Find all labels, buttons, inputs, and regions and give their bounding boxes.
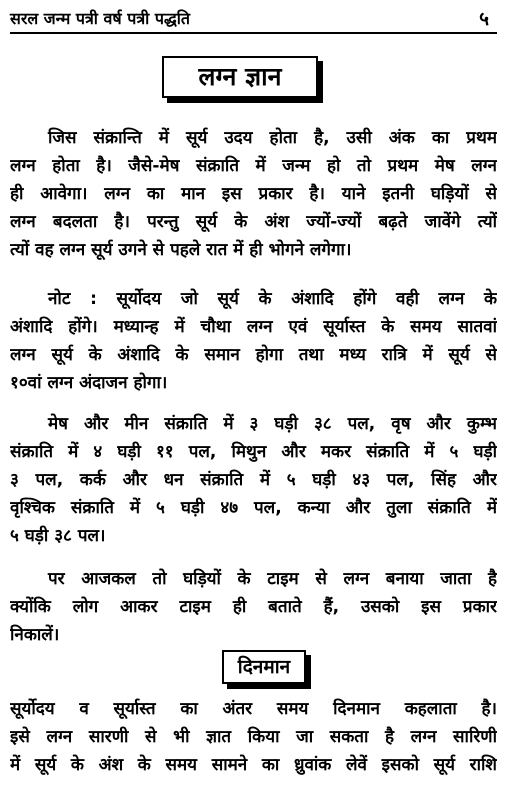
text-line: संक्राति में ४ घड़ी ११ पल, मिथुन और मकर संक्राति में ५ घड़ी [10,442,497,462]
text-line: क्योंकि लोग आकर टाइम ही बताते हैं, उसको इस प्रकार [10,597,497,617]
text-line: पर आजकल तो घड़ियों के टाइम से लग्न बनाया जाता है [48,569,497,589]
running-title: सरल जन्म पत्री वर्ष पत्री पद्धति [10,9,190,28]
page-number: ५ [479,8,489,30]
text-line: नोट : सूर्योदय जो सूर्य के अंशादि होंगे वही लग्न के [48,289,497,309]
text-line: अंशादि होंगे। मध्यान्ह में चौथा लग्न एवं सूर्यास्त के समय सातवां [10,317,497,337]
text-line: मेष और मीन संक्राति में ३ घड़ी ३८ पल, वृष और कुम्भ [48,414,497,434]
section-heading-dinman: दिनमान [222,650,306,684]
text-line: ३ पल, कर्क और धन संक्राति में ५ घड़ी ४३ पल, सिंह और [10,470,497,490]
paragraph-dinman [10,695,497,779]
paragraph-note [10,285,497,397]
text-line: लग्न सूर्य के अंशादि के समान होगा तथा मध्य रात्रि में सूर्य से [10,345,497,365]
text-line: लग्न होता है। जैसे-मेष संक्राति में जन्म हो तो प्रथम मेष लग्न [10,156,497,176]
text-line: ५ घड़ी ३८ पल। [10,526,106,546]
text-line: इसे लग्न सारणी से भी ज्ञात किया जा सकता है लग्न सारिणी [10,727,497,747]
text-line: वृश्चिक संक्राति में ५ घड़ी ४७ पल, कन्या और तुला संक्राति में [10,498,497,518]
text-line: १०वां लग्न अंदाजन होगा। [10,373,168,393]
paragraph-lagna-intro [10,124,497,264]
paragraph-sankranti-durations [10,410,497,550]
text-line: निकालें। [10,625,60,645]
running-header [10,2,497,34]
text-line: त्यों वह लग्न सूर्य उगने से पहले रात में ही भोगने लगेगा। [10,240,352,260]
text-line: में सूर्य के अंश के समय सामने का ध्रुवांक लेवें इसको सूर्य राशि [10,755,497,775]
section-heading-lagna-gyan: लग्न ज्ञान [162,56,318,98]
text-line: जिस संक्रान्ति में सूर्य उदय होता है, उसी अंक का प्रथम [48,128,497,148]
text-line: लग्न बदलता है। परन्तु सूर्य के अंश ज्यों-ज्यों बढ़ते जावेंगे त्यों [10,212,497,232]
text-line: सूर्योदय व सूर्यास्त का अंतर समय दिनमान कहलाता है। [10,699,497,719]
paragraph-time-method [10,565,497,649]
text-line: ही आवेगा। लग्न का मान इस प्रकार है। याने इतनी घड़ियों से [10,184,497,204]
